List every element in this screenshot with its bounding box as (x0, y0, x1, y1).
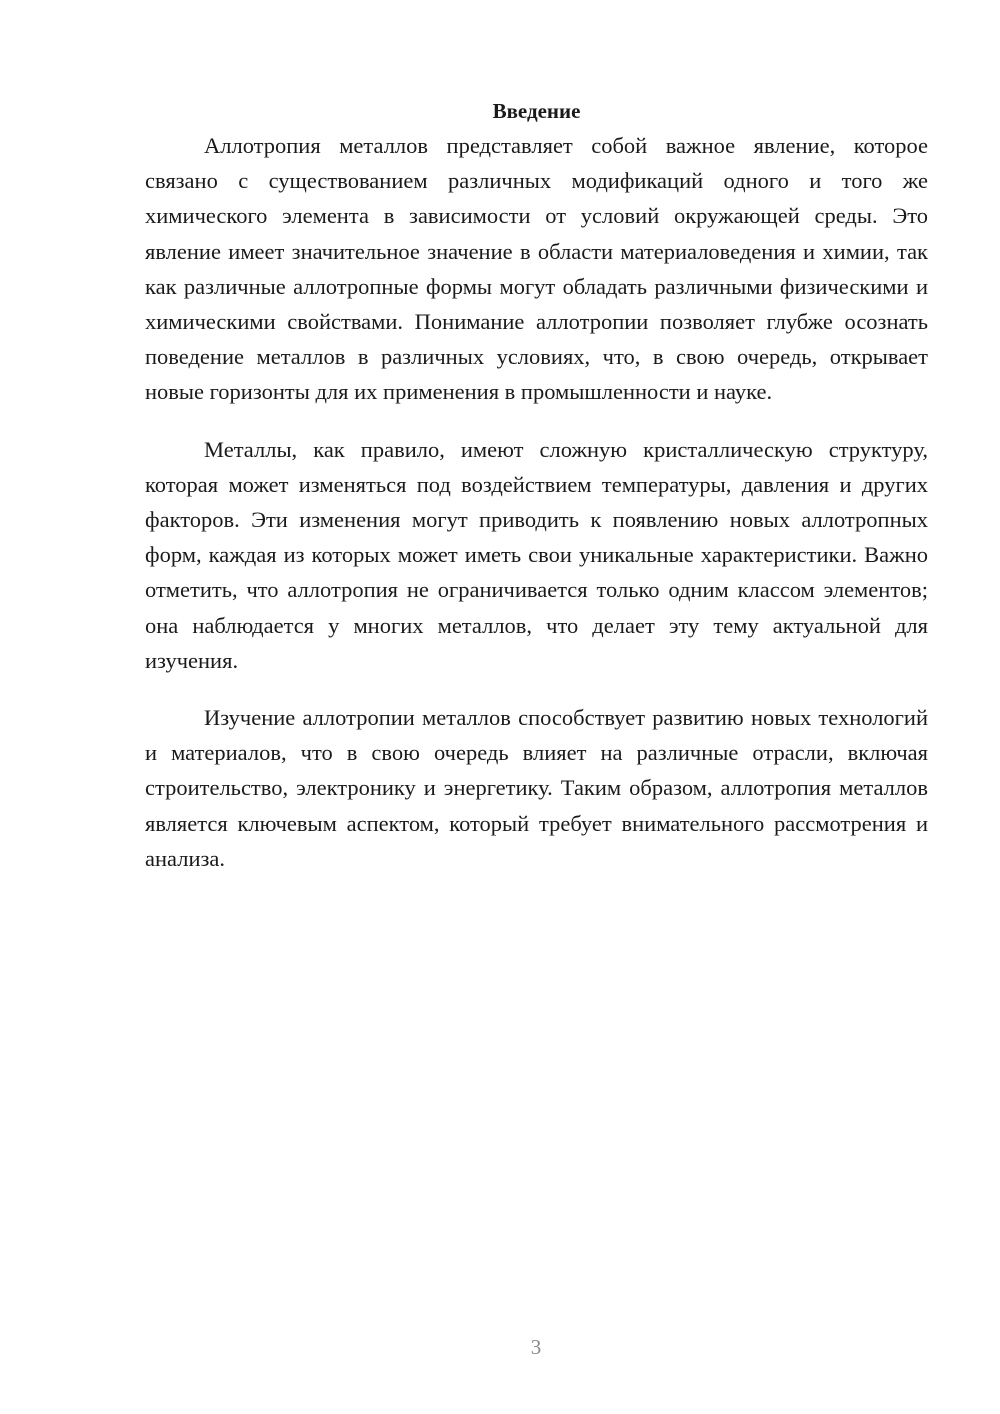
paragraph-2: Металлы, как правило, имеют сложную кристаллическую структуру, которая может изменяться под воздействием температуры, давления и других факторов. Эти изменения могут приводить к появлению новых аллотропных форм, каждая из которых может иметь свои уникальные характеристики. Важно отметить, что аллотропия не ограничивается только одним классом элементов; она наблюдается у многих металлов, что делает эту тему актуальной для изучения. (145, 436, 928, 673)
paragraph-3: Изучение аллотропии металлов способствует развитию новых технологий и материалов, что в свою очередь влияет на различные отрасли, включая строительство, электронику и энергетику. Таким образом, аллотропия металлов является ключевым аспектом, который требует внимательного рассмотрения и анализа. (145, 705, 928, 871)
page-number: 3 (530, 1335, 542, 1359)
paragraph-1: Аллотропия металлов представляет собой важное явление, которое связано с существованием различных модификаций одного и того же химического элемента в зависимости от условий окружающей среды. Это явление имеет значительное значение в области материаловедения и химии, так как различные аллотропные формы могут обладать различными физическими и химическими свойствами. Понимание аллотропии позволяет глубже осознать поведение металлов в различных условиях, что, в свою очередь, открывает новые горизонты для их применения в промышленности и науке. (145, 133, 928, 405)
section-heading: Введение (492, 99, 581, 123)
page-content (145, 96, 928, 898)
